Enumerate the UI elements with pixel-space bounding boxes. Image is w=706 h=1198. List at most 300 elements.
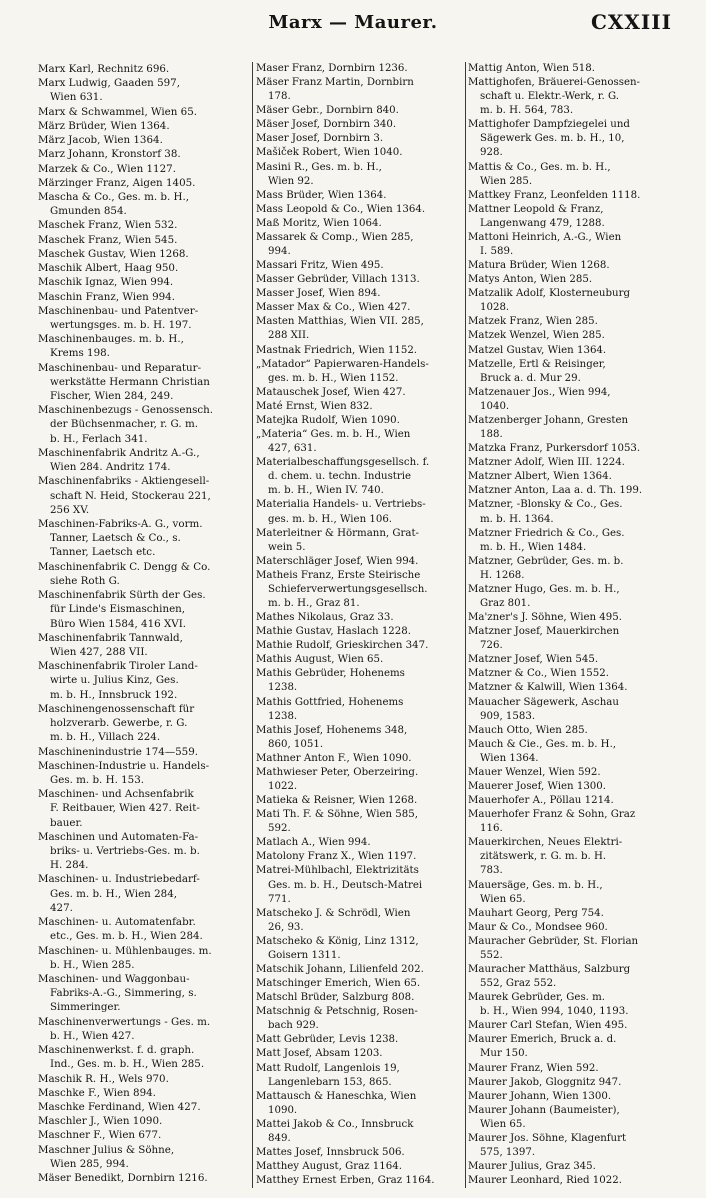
- entry-line: Fischer, Wien 284, 249.: [50, 390, 174, 403]
- entry-line: Materialia Handels- u. Vertriebs-: [256, 499, 426, 511]
- directory-entry: [468, 329, 678, 343]
- entry-line: Matzel Gustav, Wien 1364.: [468, 344, 607, 356]
- directory-entry: [468, 921, 678, 935]
- entry-line: Matt Rudolf, Langenlois 19,: [256, 1062, 400, 1074]
- entry-line: Matzner Anton, Laa a. d. Th. 199.: [468, 485, 643, 497]
- entry-line: m. b. H., Villach 224.: [50, 731, 161, 744]
- entry-line: Matthey August, Graz 1164.: [256, 1161, 402, 1173]
- entry-line: Mäser Gebr., Dornbirn 840.: [256, 105, 399, 117]
- entry-line: Maschinenfabrik Sürth der Ges.: [38, 589, 206, 602]
- entry-line: Materschläger Josef, Wien 994.: [256, 555, 419, 567]
- entry-line: Marx Karl, Rechnitz 696.: [38, 63, 170, 75]
- entry-line: Mattkey Franz, Leonfelden 1118.: [468, 189, 641, 201]
- entry-line: 909, 1583.: [480, 710, 536, 722]
- directory-entry: [38, 872, 250, 915]
- directory-entry: [256, 555, 464, 569]
- entry-line: Mur 150.: [480, 1048, 528, 1060]
- directory-entry: [256, 146, 464, 160]
- entry-line: Ma'zner's J. Söhne, Wien 495.: [468, 612, 622, 624]
- directory-entry: [468, 836, 678, 878]
- entry-line: Maschinenfabrik Andritz A.-G.,: [38, 446, 200, 459]
- directory-entry: [468, 62, 678, 76]
- entry-line: ges. m. b. H., Wien 106.: [268, 513, 393, 525]
- entry-line: Marzek & Co., Wien 1127.: [38, 162, 176, 175]
- directory-entry: [468, 315, 678, 329]
- entry-line: 552.: [480, 949, 503, 961]
- directory-entry: [38, 787, 250, 830]
- directory-entry: [256, 611, 464, 625]
- entry-line: Maurek Gebrüder, Ges. m.: [468, 992, 606, 1004]
- directory-entry: [256, 1090, 464, 1118]
- entry-line: Matzner Adolf, Wien III. 1224.: [468, 457, 625, 469]
- directory-entry: [256, 991, 464, 1005]
- entry-line: Märzinger Franz, Aigen 1405.: [38, 176, 196, 189]
- entry-line: Maser Franz, Dornbirn 1236.: [256, 63, 408, 74]
- entry-line: 178.: [268, 91, 291, 103]
- directory-entry: [468, 231, 678, 259]
- directory-entry: [256, 977, 464, 991]
- entry-line: Graz 801.: [480, 597, 531, 609]
- directory-entry: [256, 287, 464, 301]
- directory-entry: [38, 759, 250, 787]
- directory-entry: [256, 653, 464, 667]
- entry-line: März Jacob, Wien 1364.: [38, 134, 163, 147]
- directory-entry: [468, 1104, 678, 1132]
- directory-entry: [468, 794, 678, 808]
- entry-line: Mauerkirchen, Neues Elektri-: [468, 837, 623, 849]
- entry-line: Mäser Franz Martin, Dornbirn: [256, 77, 414, 89]
- entry-line: 288 XII.: [268, 330, 310, 342]
- entry-line: d. chem. u. techn. Industrie: [268, 471, 412, 483]
- directory-entry: [468, 414, 678, 442]
- directory-entry: [38, 290, 250, 304]
- directory-entry: [256, 62, 464, 76]
- directory-entry: [468, 625, 678, 653]
- entry-line: schaft u. Elektr.-Werk, r. G.: [480, 91, 619, 103]
- directory-entry: [468, 1062, 678, 1076]
- entry-line: Maschinenindustrie 174—559.: [38, 745, 199, 758]
- directory-entry: [468, 470, 678, 484]
- entry-line: 1040.: [480, 400, 510, 412]
- entry-line: Mauch Otto, Wien 285.: [468, 724, 588, 736]
- entry-line: Maurer Johann, Wien 1300.: [468, 1090, 612, 1102]
- entry-line: etc., Ges. m. b. H., Wien 284.: [50, 930, 203, 943]
- entry-line: m. b. H., Wien IV. 740.: [268, 485, 384, 497]
- directory-entry: [256, 667, 464, 695]
- directory-entry: [38, 631, 250, 659]
- entry-line: Matzner, -Blonsky & Co., Ges.: [468, 499, 623, 511]
- entry-line: Krems 198.: [50, 347, 110, 360]
- entry-line: m. b. H., Graz 81.: [268, 597, 360, 609]
- directory-entry: [38, 361, 250, 404]
- entry-line: Ges. m. b. H., Deutsch-Matrei: [268, 879, 423, 891]
- entry-line: Maschinen und Automaten-Fa-: [38, 830, 199, 843]
- entry-line: bach 929.: [268, 1020, 319, 1032]
- entry-line: Maschinenbau- und Reparatur-: [38, 361, 202, 374]
- entry-line: Maschinenfabrik Tiroler Land-: [38, 660, 198, 673]
- entry-line: 592.: [268, 823, 291, 835]
- directory-entry: [38, 659, 250, 702]
- directory-entry: [38, 332, 250, 360]
- entry-line: F. Reitbauer, Wien 427. Reit-: [50, 802, 200, 815]
- directory-entry: [38, 1100, 250, 1114]
- entry-line: Matzner Josef, Wien 545.: [468, 654, 599, 666]
- entry-line: Matschl Brüder, Salzburg 808.: [256, 992, 415, 1004]
- directory-entry: [256, 639, 464, 653]
- directory-entry: [38, 944, 250, 972]
- entry-line: Mattighofen, Bräuerei-Genossen-: [468, 77, 640, 89]
- entry-line: Matauschek Josef, Wien 427.: [256, 386, 406, 398]
- entry-line: Maschek Gustav, Wien 1268.: [38, 247, 189, 260]
- entry-line: 783.: [480, 865, 503, 877]
- entry-line: Maschek Franz, Wien 532.: [38, 219, 178, 232]
- entry-line: Mauer Wenzel, Wien 592.: [468, 766, 601, 778]
- directory-entry: [38, 176, 250, 190]
- entry-line: Matura Brüder, Wien 1268.: [468, 260, 610, 272]
- entry-line: Mattes Josef, Innsbruck 506.: [256, 1147, 405, 1159]
- entry-line: holzverarb. Gewerbe, r. G.: [50, 717, 188, 730]
- directory-entry: [256, 414, 464, 428]
- entry-line: Maschinen- und Achsenfabrik: [38, 788, 194, 801]
- directory-entry: [256, 1174, 464, 1188]
- entry-line: briks- u. Vertriebs-Ges. m. b.: [50, 845, 200, 858]
- entry-line: 849.: [268, 1132, 291, 1144]
- column-right: [468, 62, 678, 1188]
- entry-line: Mathes Nikolaus, Graz 33.: [256, 612, 394, 624]
- entry-line: ges. m. b. H., Wien 1152.: [268, 372, 399, 384]
- directory-entry: [468, 161, 678, 189]
- directory-entry: [38, 517, 250, 560]
- directory-entry: [468, 555, 678, 583]
- entry-line: 575, 1397.: [480, 1147, 536, 1159]
- entry-line: Maschinen- u. Industriebedarf-: [38, 873, 200, 886]
- entry-line: der Büchsenmacher, r. G. m.: [50, 418, 198, 431]
- directory-entry: [256, 428, 464, 456]
- directory-entry: [468, 696, 678, 724]
- running-title: Marx — Maurer.: [268, 12, 438, 33]
- directory-entry: [468, 879, 678, 907]
- entry-line: Simmeringer.: [50, 1001, 121, 1014]
- directory-entry: [38, 62, 250, 76]
- entry-line: b. H., Ferlach 341.: [50, 432, 148, 445]
- entry-line: Mattei Jakob & Co., Innsbruck: [256, 1118, 414, 1130]
- entry-line: Maschinenverwertungs - Ges. m.: [38, 1015, 211, 1028]
- directory-entry: [256, 850, 464, 864]
- entry-line: Mauch & Cie., Ges. m. b. H.,: [468, 738, 617, 750]
- entry-line: Tanner, Laetsch etc.: [50, 546, 156, 559]
- directory-entry: [468, 1076, 678, 1090]
- directory-entry: [468, 808, 678, 836]
- entry-line: Matzner, Gebrüder, Ges. m. b.: [468, 555, 624, 567]
- page-header: [0, 0, 706, 44]
- entry-line: Marx & Schwammel, Wien 65.: [38, 105, 198, 118]
- entry-line: Matzner Josef, Mauerkirchen: [468, 626, 620, 638]
- entry-line: Matejka Rudolf, Wien 1090.: [256, 414, 400, 426]
- entry-line: Maschinenfabrik C. Dengg & Co.: [38, 560, 211, 573]
- directory-entry: [468, 907, 678, 921]
- directory-entry: [468, 527, 678, 555]
- entry-line: 726.: [480, 640, 503, 652]
- entry-line: Maschik Ignaz, Wien 994.: [38, 276, 174, 289]
- directory-entry: [38, 1128, 250, 1142]
- entry-line: 1090.: [268, 1104, 298, 1116]
- entry-line: 1022.: [268, 780, 298, 792]
- directory-entry: [38, 247, 250, 261]
- entry-line: Mauerer Josef, Wien 1300.: [468, 780, 607, 792]
- entry-line: Mauerhofer Franz & Sohn, Graz: [468, 809, 636, 821]
- entry-line: Fabriks-A.-G., Simmering, s.: [50, 987, 197, 1000]
- entry-line: Mauhart Georg, Perg 754.: [468, 907, 604, 919]
- directory-entry: [256, 1047, 464, 1061]
- directory-entry: [256, 217, 464, 231]
- entry-line: für Linde's Eismaschinen,: [50, 603, 186, 616]
- directory-entry: [256, 231, 464, 259]
- directory-entry: [468, 273, 678, 287]
- entry-line: Matrei-Mühlbachl, Elektrizitäts: [256, 865, 419, 877]
- directory-entry: [468, 1033, 678, 1061]
- directory-entry: [256, 498, 464, 526]
- entry-line: Masser Gebrüder, Villach 1313.: [256, 274, 420, 286]
- directory-entry: [468, 358, 678, 386]
- entry-line: H. 1268.: [480, 569, 525, 581]
- entry-line: Masten Matthias, Wien VII. 285,: [256, 316, 424, 328]
- entry-line: Maschner F., Wien 677.: [38, 1129, 162, 1142]
- entry-line: m. b. H., Wien 1484.: [480, 541, 587, 553]
- entry-line: 188.: [480, 429, 503, 441]
- directory-entry: [38, 1015, 250, 1043]
- entry-line: Wien 427, 288 VII.: [50, 645, 148, 658]
- entry-line: Maschik R. H., Wels 970.: [38, 1072, 169, 1085]
- column-divider: [465, 62, 466, 1188]
- entry-columns: [38, 62, 678, 1188]
- entry-line: Masser Max & Co., Wien 427.: [256, 302, 411, 314]
- entry-line: Maschke F., Wien 894.: [38, 1086, 156, 1099]
- entry-line: Masser Josef, Wien 894.: [256, 288, 381, 300]
- directory-entry: [256, 766, 464, 794]
- entry-line: Matthey Ernest Erben, Graz 1164.: [256, 1175, 435, 1187]
- directory-entry: [38, 1143, 250, 1171]
- entry-line: Mattausch & Haneschka, Wien: [256, 1090, 417, 1102]
- entry-line: Mattighofer Dampfziegelei und: [468, 119, 630, 131]
- entry-line: Matzner Friedrich & Co., Ges.: [468, 527, 625, 539]
- entry-line: Matys Anton, Wien 285.: [468, 274, 593, 286]
- directory-entry: [38, 560, 250, 588]
- directory-entry: [38, 830, 250, 873]
- entry-line: Matheis Franz, Erste Steirische: [256, 569, 421, 581]
- entry-line: Maurer Carl Stefan, Wien 495.: [468, 1020, 628, 1032]
- directory-entry: [256, 907, 464, 935]
- entry-line: Mathner Anton F., Wien 1090.: [256, 752, 412, 764]
- entry-line: Matt Josef, Absam 1203.: [256, 1048, 383, 1060]
- entry-line: 771.: [268, 893, 291, 905]
- entry-line: Maurer Emerich, Bruck a. d.: [468, 1034, 617, 1046]
- entry-line: Maschik Albert, Haag 950.: [38, 262, 179, 275]
- entry-line: Matzner & Co., Wien 1552.: [468, 668, 609, 680]
- directory-entry: [468, 344, 678, 358]
- directory-entry: [468, 991, 678, 1019]
- directory-entry: [468, 456, 678, 470]
- entry-line: Wien 285.: [480, 175, 533, 187]
- directory-entry: [38, 915, 250, 943]
- directory-entry: [468, 681, 678, 695]
- entry-line: Wien 65.: [480, 893, 526, 905]
- entry-line: Maur & Co., Mondsee 960.: [468, 921, 608, 933]
- entry-line: Maurer Julius, Graz 345.: [468, 1161, 596, 1173]
- directory-entry: [256, 625, 464, 639]
- entry-line: Maschinenbezugs - Genossensch.: [38, 404, 214, 417]
- entry-line: Matschnig & Petschnig, Rosen-: [256, 1006, 418, 1018]
- entry-line: Maschner Julius & Söhne,: [38, 1143, 175, 1156]
- entry-line: m. b. H. 1364.: [480, 513, 554, 525]
- directory-entry: [468, 189, 678, 203]
- entry-line: Marz Johann, Kronstorf 38.: [38, 148, 181, 161]
- entry-line: Wien 284. Andritz 174.: [50, 461, 171, 474]
- entry-line: Maschin Franz, Wien 994.: [38, 290, 175, 303]
- entry-line: Sägewerk Ges. m. b. H., 10,: [480, 133, 625, 145]
- directory-entry: [256, 315, 464, 343]
- entry-line: H. 284.: [50, 859, 89, 872]
- entry-line: 928.: [480, 147, 503, 159]
- directory-entry: [256, 456, 464, 498]
- entry-line: schaft N. Heid, Stockerau 221,: [50, 489, 211, 502]
- entry-line: Mathis Gebrüder, Hohenems: [256, 668, 405, 680]
- directory-entry: [256, 203, 464, 217]
- entry-line: Mathis Josef, Hohenems 348,: [256, 724, 408, 736]
- entry-line: Maschinen-Industrie u. Handels-: [38, 759, 210, 772]
- directory-entry: [38, 233, 250, 247]
- entry-line: Matzek Wenzel, Wien 285.: [468, 330, 605, 342]
- directory-entry: [256, 527, 464, 555]
- directory-entry: [468, 1174, 678, 1188]
- column-left: [38, 62, 250, 1188]
- entry-line: Ges. m. b. H., Wien 284,: [50, 887, 178, 900]
- directory-entry: [468, 498, 678, 526]
- entry-line: 427, 631.: [268, 443, 317, 455]
- directory-entry: [38, 133, 250, 147]
- entry-line: Matlach A., Wien 994.: [256, 837, 371, 849]
- directory-entry: [38, 147, 250, 161]
- directory-entry: [256, 836, 464, 850]
- entry-line: 994.: [268, 246, 291, 258]
- entry-line: m. b. H. 564, 783.: [480, 105, 574, 117]
- entry-line: b. H., Wien 994, 1040, 1193.: [480, 1006, 629, 1018]
- entry-line: Matzner Hugo, Ges. m. b. H.,: [468, 583, 620, 595]
- entry-line: Mattig Anton, Wien 518.: [468, 63, 595, 74]
- entry-line: Mauracher Matthäus, Salzburg: [468, 964, 631, 975]
- entry-line: Mauacher Sägewerk, Aschau: [468, 696, 619, 708]
- directory-entry: [468, 1132, 678, 1160]
- entry-line: Schieferverwertungsgesellsch.: [268, 583, 428, 595]
- directory-entry: [38, 702, 250, 745]
- entry-line: Matzelle, Ertl & Reisinger,: [468, 358, 606, 370]
- entry-line: Matzenberger Johann, Gresten: [468, 414, 629, 426]
- entry-line: Marx Ludwig, Gaaden 597,: [38, 77, 181, 90]
- directory-entry: [256, 358, 464, 386]
- directory-entry: [468, 118, 678, 160]
- directory-entry: [468, 780, 678, 794]
- directory-entry: [256, 344, 464, 358]
- entry-line: Maschinenbauges. m. b. H.,: [38, 333, 184, 346]
- entry-line: wertungsges. m. b. H. 197.: [50, 318, 192, 331]
- entry-line: Maschinenwerkst. f. d. graph.: [38, 1044, 195, 1057]
- directory-entry: [38, 588, 250, 631]
- entry-line: Maschinen-Fabriks-A. G., vorm.: [38, 518, 203, 530]
- entry-line: Matschinger Emerich, Wien 65.: [256, 978, 421, 990]
- directory-entry: [468, 667, 678, 681]
- directory-entry: [468, 653, 678, 667]
- directory-entry: [256, 273, 464, 287]
- directory-entry: [468, 738, 678, 766]
- directory-entry: [468, 1090, 678, 1104]
- directory-entry: [468, 259, 678, 273]
- entry-line: Büro Wien 1584, 416 XVI.: [50, 617, 187, 630]
- entry-line: b. H., Wien 427.: [50, 1029, 135, 1042]
- page-number: CXXIII: [590, 10, 672, 34]
- directory-entry: [256, 132, 464, 146]
- entry-line: Maurer Leonhard, Ried 1022.: [468, 1175, 622, 1187]
- entry-line: 256 XV.: [50, 503, 90, 516]
- entry-line: Mathis Gottfried, Hohenems: [256, 696, 404, 708]
- directory-entry: [38, 275, 250, 289]
- directory-entry: [468, 724, 678, 738]
- entry-line: Mäser Benedikt, Dornbirn 1216.: [38, 1172, 208, 1185]
- entry-line: Mäser Josef, Dornbirn 340.: [256, 119, 397, 131]
- entry-line: 1238.: [268, 682, 298, 694]
- entry-line: Massari Fritz, Wien 495.: [256, 260, 384, 272]
- directory-entry: [256, 864, 464, 906]
- entry-line: Maté Ernst, Wien 832.: [256, 400, 373, 412]
- directory-entry: [256, 794, 464, 808]
- directory-entry: [38, 1114, 250, 1128]
- directory-entry: [256, 935, 464, 963]
- directory-entry: [256, 104, 464, 118]
- entry-line: Maschek Franz, Wien 545.: [38, 233, 178, 246]
- entry-line: Maschinenbau- und Patentver-: [38, 304, 199, 317]
- directory-entry: [38, 162, 250, 176]
- entry-line: Mascha & Co., Ges. m. b. H.,: [38, 190, 190, 203]
- entry-line: Mass Leopold & Co., Wien 1364.: [256, 203, 426, 215]
- entry-line: Maschinen- und Waggonbau-: [38, 973, 190, 985]
- entry-line: Matscheko & König, Linz 1312,: [256, 935, 419, 947]
- directory-entry: [256, 1160, 464, 1174]
- entry-line: Maschinenfabriks - Aktiengesell-: [38, 475, 210, 488]
- entry-line: Matzalik Adolf, Klosterneuburg: [468, 288, 630, 300]
- directory-entry: [256, 76, 464, 104]
- entry-line: Matzner & Kalwill, Wien 1364.: [468, 682, 628, 694]
- entry-line: Langenlebarn 153, 865.: [268, 1076, 392, 1088]
- entry-line: Mattner Leopold & Franz,: [468, 203, 604, 215]
- entry-line: Mattis & Co., Ges. m. b. H.,: [468, 161, 611, 173]
- directory-entry: [256, 1033, 464, 1047]
- directory-entry: [468, 287, 678, 315]
- directory-entry: [256, 963, 464, 977]
- directory-entry: [256, 724, 464, 752]
- entry-line: Maß Moritz, Wien 1064.: [256, 217, 382, 229]
- directory-entry: [256, 1146, 464, 1160]
- entry-line: Materleitner & Hörmann, Grat-: [256, 527, 419, 539]
- entry-line: 552, Graz 552.: [480, 978, 557, 990]
- directory-entry: [256, 569, 464, 611]
- entry-line: Mathwieser Peter, Oberzeiring.: [256, 766, 419, 778]
- directory-entry: [38, 76, 250, 104]
- entry-line: Maschler J., Wien 1090.: [38, 1115, 163, 1128]
- entry-line: Maurer Franz, Wien 592.: [468, 1062, 599, 1074]
- entry-line: Mathie Rudolf, Grieskirchen 347.: [256, 640, 429, 652]
- entry-line: Matieka & Reisner, Wien 1268.: [256, 795, 418, 807]
- directory-entry: [256, 1062, 464, 1090]
- entry-line: Maschinen- u. Automatenfabr.: [38, 916, 196, 929]
- entry-line: b. H., Wien 285.: [50, 958, 135, 971]
